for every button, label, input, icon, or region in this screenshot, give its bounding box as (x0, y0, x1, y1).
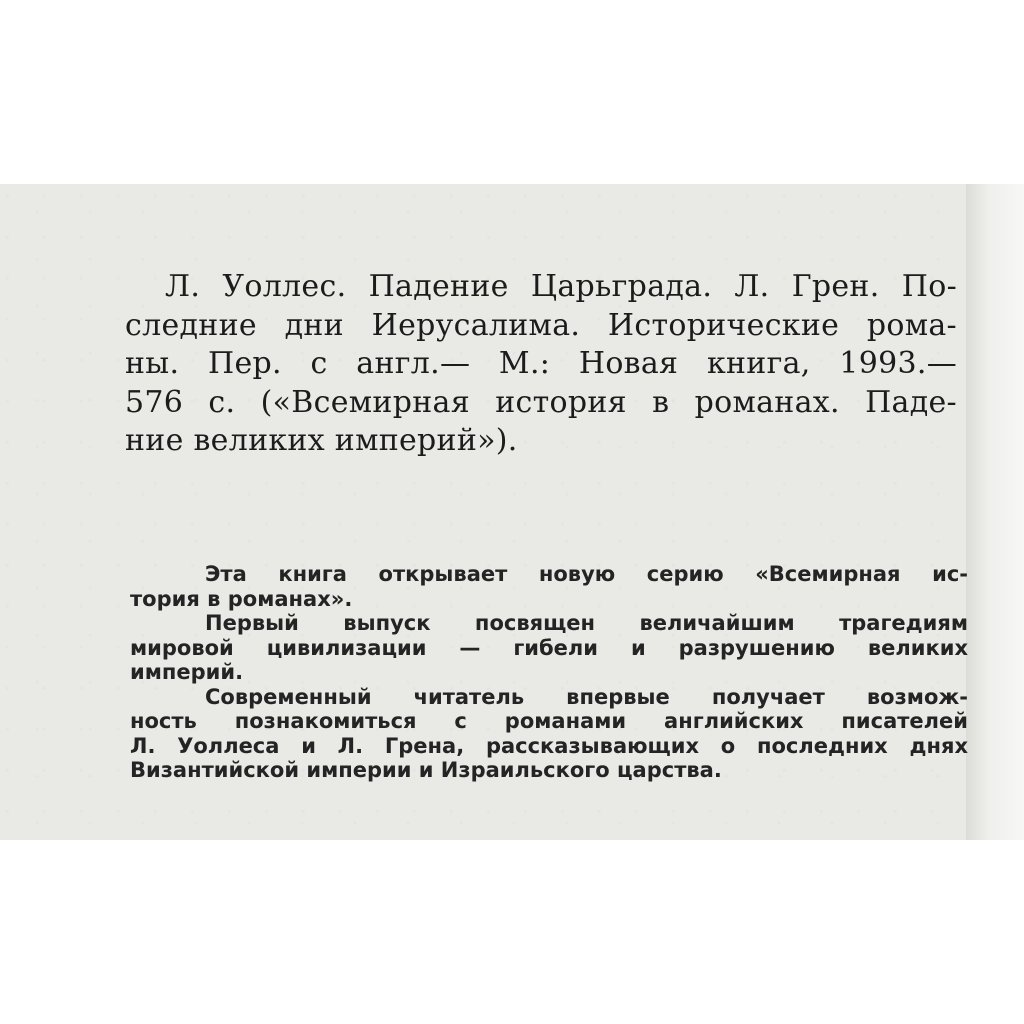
annotation-line: Современный читатель впервые получает возмож- (205, 684, 968, 709)
annotation-line: ность познакомиться с романами английских писателей (130, 709, 968, 733)
annotation-line: Эта книга открывает новую серию «Всемирная ис- (205, 562, 968, 586)
bibliographic-record (125, 268, 957, 461)
bibliographic-line: следние дни Иерусалима. Исторические рома- (125, 307, 957, 343)
annotation-line: Л. Уоллеса и Л. Грена, рассказывающих о последних днях (130, 733, 968, 758)
page-edge (966, 184, 1024, 840)
bibliographic-line: 576 с. («Всемирная история в романах. Паде- (125, 384, 957, 420)
annotation-text (130, 562, 968, 783)
annotation-line: империй. (130, 660, 244, 684)
annotation-line: мировой цивилизации — гибели и разрушению великих (130, 635, 968, 660)
annotation-line: тория в романах». (130, 586, 353, 611)
bibliographic-line: ны. Пер. с англ.— М.: Новая книга, 1993.— (125, 346, 957, 381)
annotation-line: Византийской империи и Израильского царства. (130, 758, 722, 782)
bibliographic-line: ние великих империй»). (125, 423, 518, 458)
bibliographic-line: Л. Уоллес. Падение Царьграда. Л. Грен. По- (165, 269, 957, 304)
annotation-line: Первый выпуск посвящен величайшим трагедиям (205, 611, 968, 635)
